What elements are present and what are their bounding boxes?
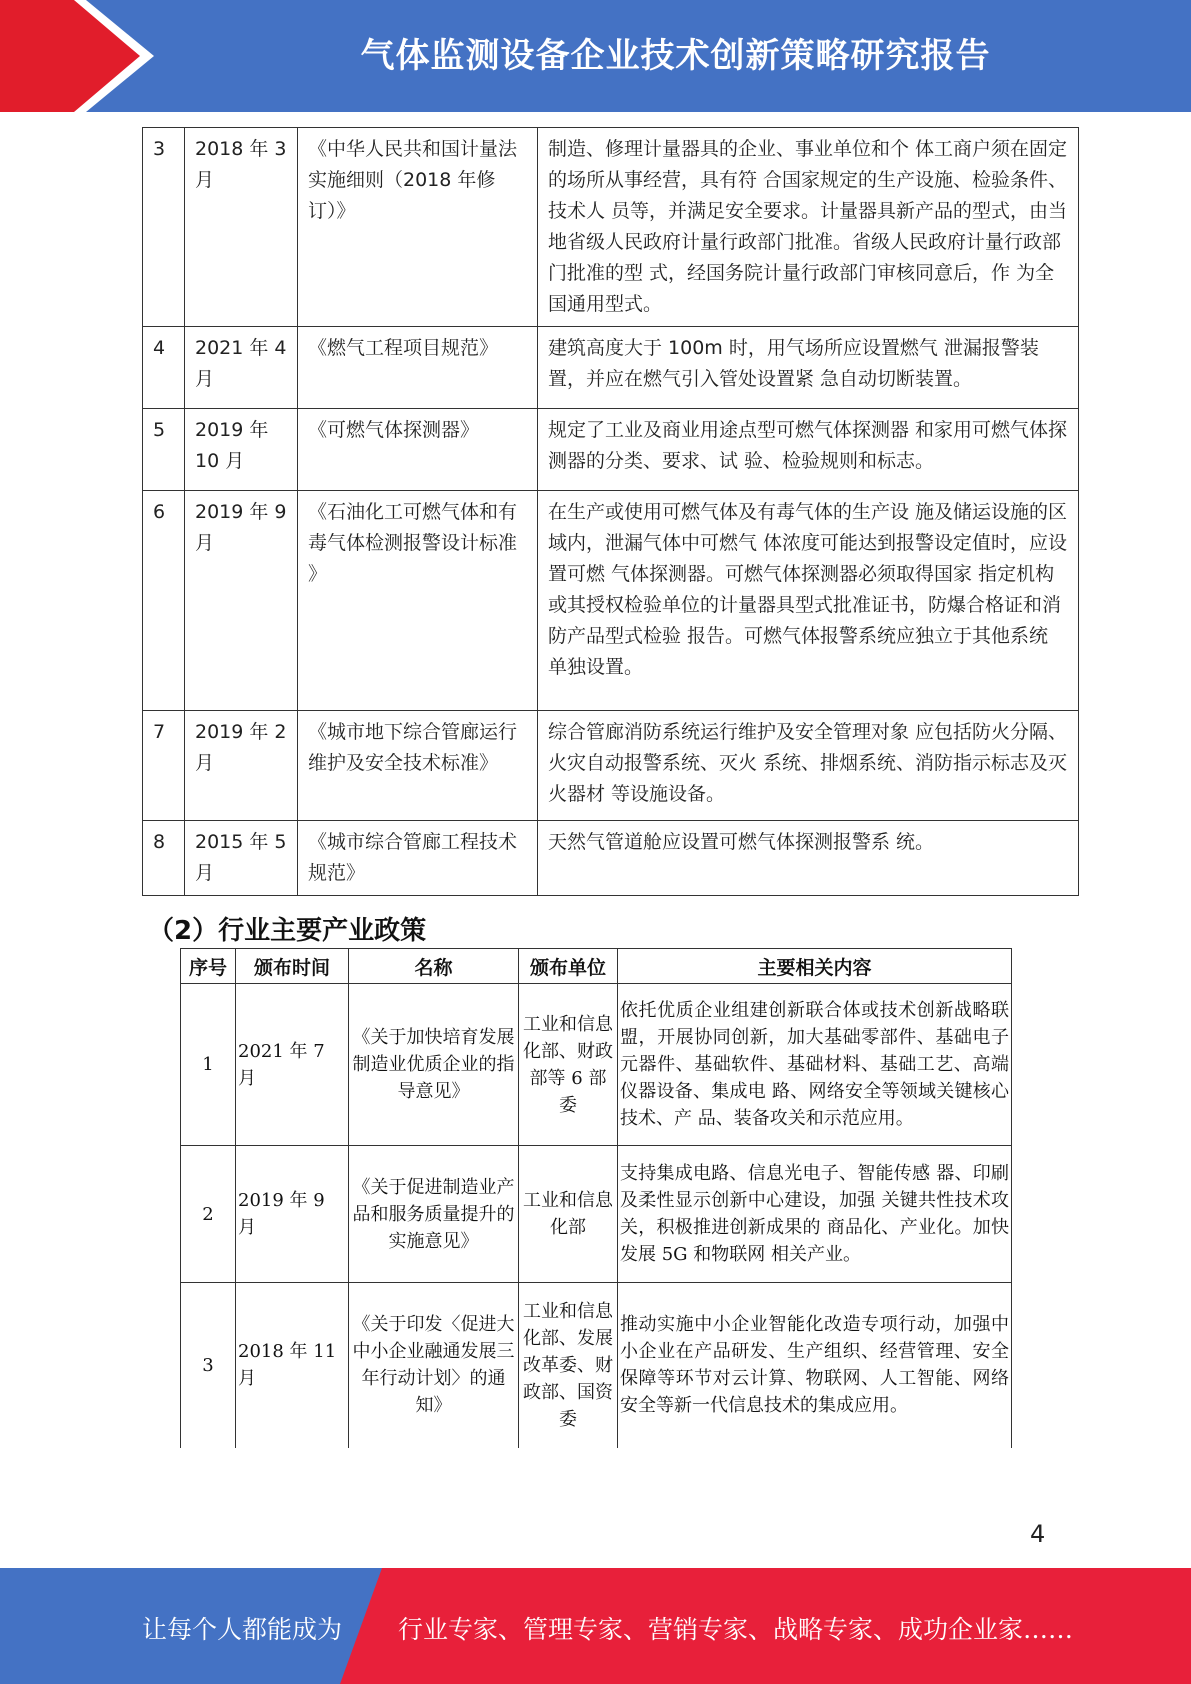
- header-cell: 颁布时间: [236, 949, 349, 984]
- footer-slogan-left: 让每个人都能成为: [142, 1615, 343, 1644]
- row-name: 《城市地下综合管廊运行 维护及安全技术标准》: [298, 711, 538, 821]
- row-number: 8: [143, 821, 185, 896]
- policy-table: [180, 948, 1012, 1448]
- row-date: 2018 年 11 月: [236, 1283, 349, 1448]
- row-content: 天然气管道舱应设置可燃气体探测报警系 统。: [538, 821, 1079, 896]
- row-date: 2019 年 9 月: [185, 491, 298, 711]
- row-unit: 工业和信息化部、发展改革委、财政部、国资委: [519, 1283, 618, 1448]
- row-content: 规定了工业及商业用途点型可燃气体探测器 和家用可燃气体探测器的分类、要求、试 验、检验规则和标志。: [538, 409, 1079, 491]
- table-row: [143, 327, 1079, 409]
- row-date: 2019 年 9 月: [236, 1146, 349, 1283]
- row-date: 2019 年 10 月: [185, 409, 298, 491]
- header-cell: 颁布单位: [519, 949, 618, 984]
- row-name: 《可燃气体探测器》: [298, 409, 538, 491]
- row-number: 4: [143, 327, 185, 409]
- row-content: 建筑高度大于 100m 时，用气场所应设置燃气 泄漏报警装置，并应在燃气引入管处设置紧 急自动切断装置。: [538, 327, 1079, 409]
- standards-table: [142, 127, 1079, 896]
- header-red-arrow: [0, 0, 150, 112]
- row-date: 2015 年 5 月: [185, 821, 298, 896]
- header-cell: 序号: [181, 949, 236, 984]
- row-name: 《城市综合管廊工程技术 规范》: [298, 821, 538, 896]
- page-footer: [0, 1568, 1191, 1684]
- row-name: 《关于加快培育发展制造业优质企业的指导意见》: [349, 984, 519, 1146]
- row-unit: 工业和信息化部: [519, 1146, 618, 1283]
- row-number: 7: [143, 711, 185, 821]
- table-row: [181, 984, 1012, 1146]
- row-content: 在生产或使用可燃气体及有毒气体的生产设 施及储运设施的区域内，泄漏气体中可燃气 体浓度可能达到报警设定值时，应设置可燃 气体探测器。可燃气体探测器必须取得国家 指定机构或其授权检验单位的计量器具型式批准证书，防爆合格证和消防产品型式检验 报告。可燃气体报警系统应独立于其他系统 单独设置。: [538, 491, 1079, 711]
- row-number: 1: [181, 984, 236, 1146]
- table-header-row: [181, 949, 1012, 984]
- row-content: 综合管廊消防系统运行维护及安全管理对象 应包括防火分隔、火灾自动报警系统、灭火 系统、排烟系统、消防指示标志及灭火器材 等设施设备。: [538, 711, 1079, 821]
- table-row: [143, 711, 1079, 821]
- table-row: [181, 1146, 1012, 1283]
- row-name: 《关于促进制造业产品和服务质量提升的实施意见》: [349, 1146, 519, 1283]
- table-row: [143, 409, 1079, 491]
- row-name: 《关于印发〈促进大中小企业融通发展三年行动计划〉的通知》: [349, 1283, 519, 1448]
- row-date: 2018 年 3 月: [185, 128, 298, 327]
- row-content: 支持集成电路、信息光电子、智能传感 器、印刷及柔性显示创新中心建设，加强 关键共性技术攻关，积极推进创新成果的 商品化、产业化。加快发展 5G 和物联网 相关产业。: [618, 1146, 1012, 1283]
- row-number: 2: [181, 1146, 236, 1283]
- header-cell: 名称: [349, 949, 519, 984]
- row-number: 6: [143, 491, 185, 711]
- row-name: 《燃气工程项目规范》: [298, 327, 538, 409]
- row-number: 3: [143, 128, 185, 327]
- header-cell: 主要相关内容: [618, 949, 1012, 984]
- row-content: 推动实施中小企业智能化改造专项行动，加强中小企业在产品研发、生产组织、经营管理、安全保障等环节对云计算、物联网、人工智能、网络安全等新一代信息技术的集成应用。: [618, 1283, 1012, 1448]
- table-row: [143, 821, 1079, 896]
- row-date: 2021 年 7 月: [236, 984, 349, 1146]
- footer-slogan-right: 行业专家、管理专家、营销专家、战略专家、成功企业家……: [398, 1615, 1074, 1644]
- row-number: 5: [143, 409, 185, 491]
- table-row: [181, 1283, 1012, 1448]
- page-number: 4: [1030, 1520, 1046, 1548]
- row-content: 制造、修理计量器具的企业、事业单位和个 体工商户须在固定的场所从事经营，具有符 合国家规定的生产设施、检验条件、技术人 员等，并满足安全要求。计量器具新产品的型式，由当地省级人民政府计量行政部门批准。省级人民政府计量行政部门批准的型 式，经国务院计量行政部门审核同意后，作 为全国通用型式。: [538, 128, 1079, 327]
- report-title: 气体监测设备企业技术创新策略研究报告: [360, 36, 991, 76]
- row-date: 2019 年 2 月: [185, 711, 298, 821]
- row-name: 《中华人民共和国计量法 实施细则（2018 年修 订）》: [298, 128, 538, 327]
- row-content: 依托优质企业组建创新联合体或技术创新战略联盟，开展协同创新，加大基础零部件、基础电子元器件、基础软件、基础材料、基础工艺、高端仪器设备、集成电 路、网络安全等领域关键核心技术、产 品、装备攻关和示范应用。: [618, 984, 1012, 1146]
- row-date: 2021 年 4 月: [185, 327, 298, 409]
- page-header: [0, 0, 1191, 112]
- table-row: [143, 128, 1079, 327]
- row-name: 《石油化工可燃气体和有 毒气体检测报警设计标准 》: [298, 491, 538, 711]
- row-unit: 工业和信息化部、财政部等 6 部委: [519, 984, 618, 1146]
- section-heading: （2）行业主要产业政策: [148, 916, 427, 946]
- row-number: 3: [181, 1283, 236, 1448]
- table-row: [143, 491, 1079, 711]
